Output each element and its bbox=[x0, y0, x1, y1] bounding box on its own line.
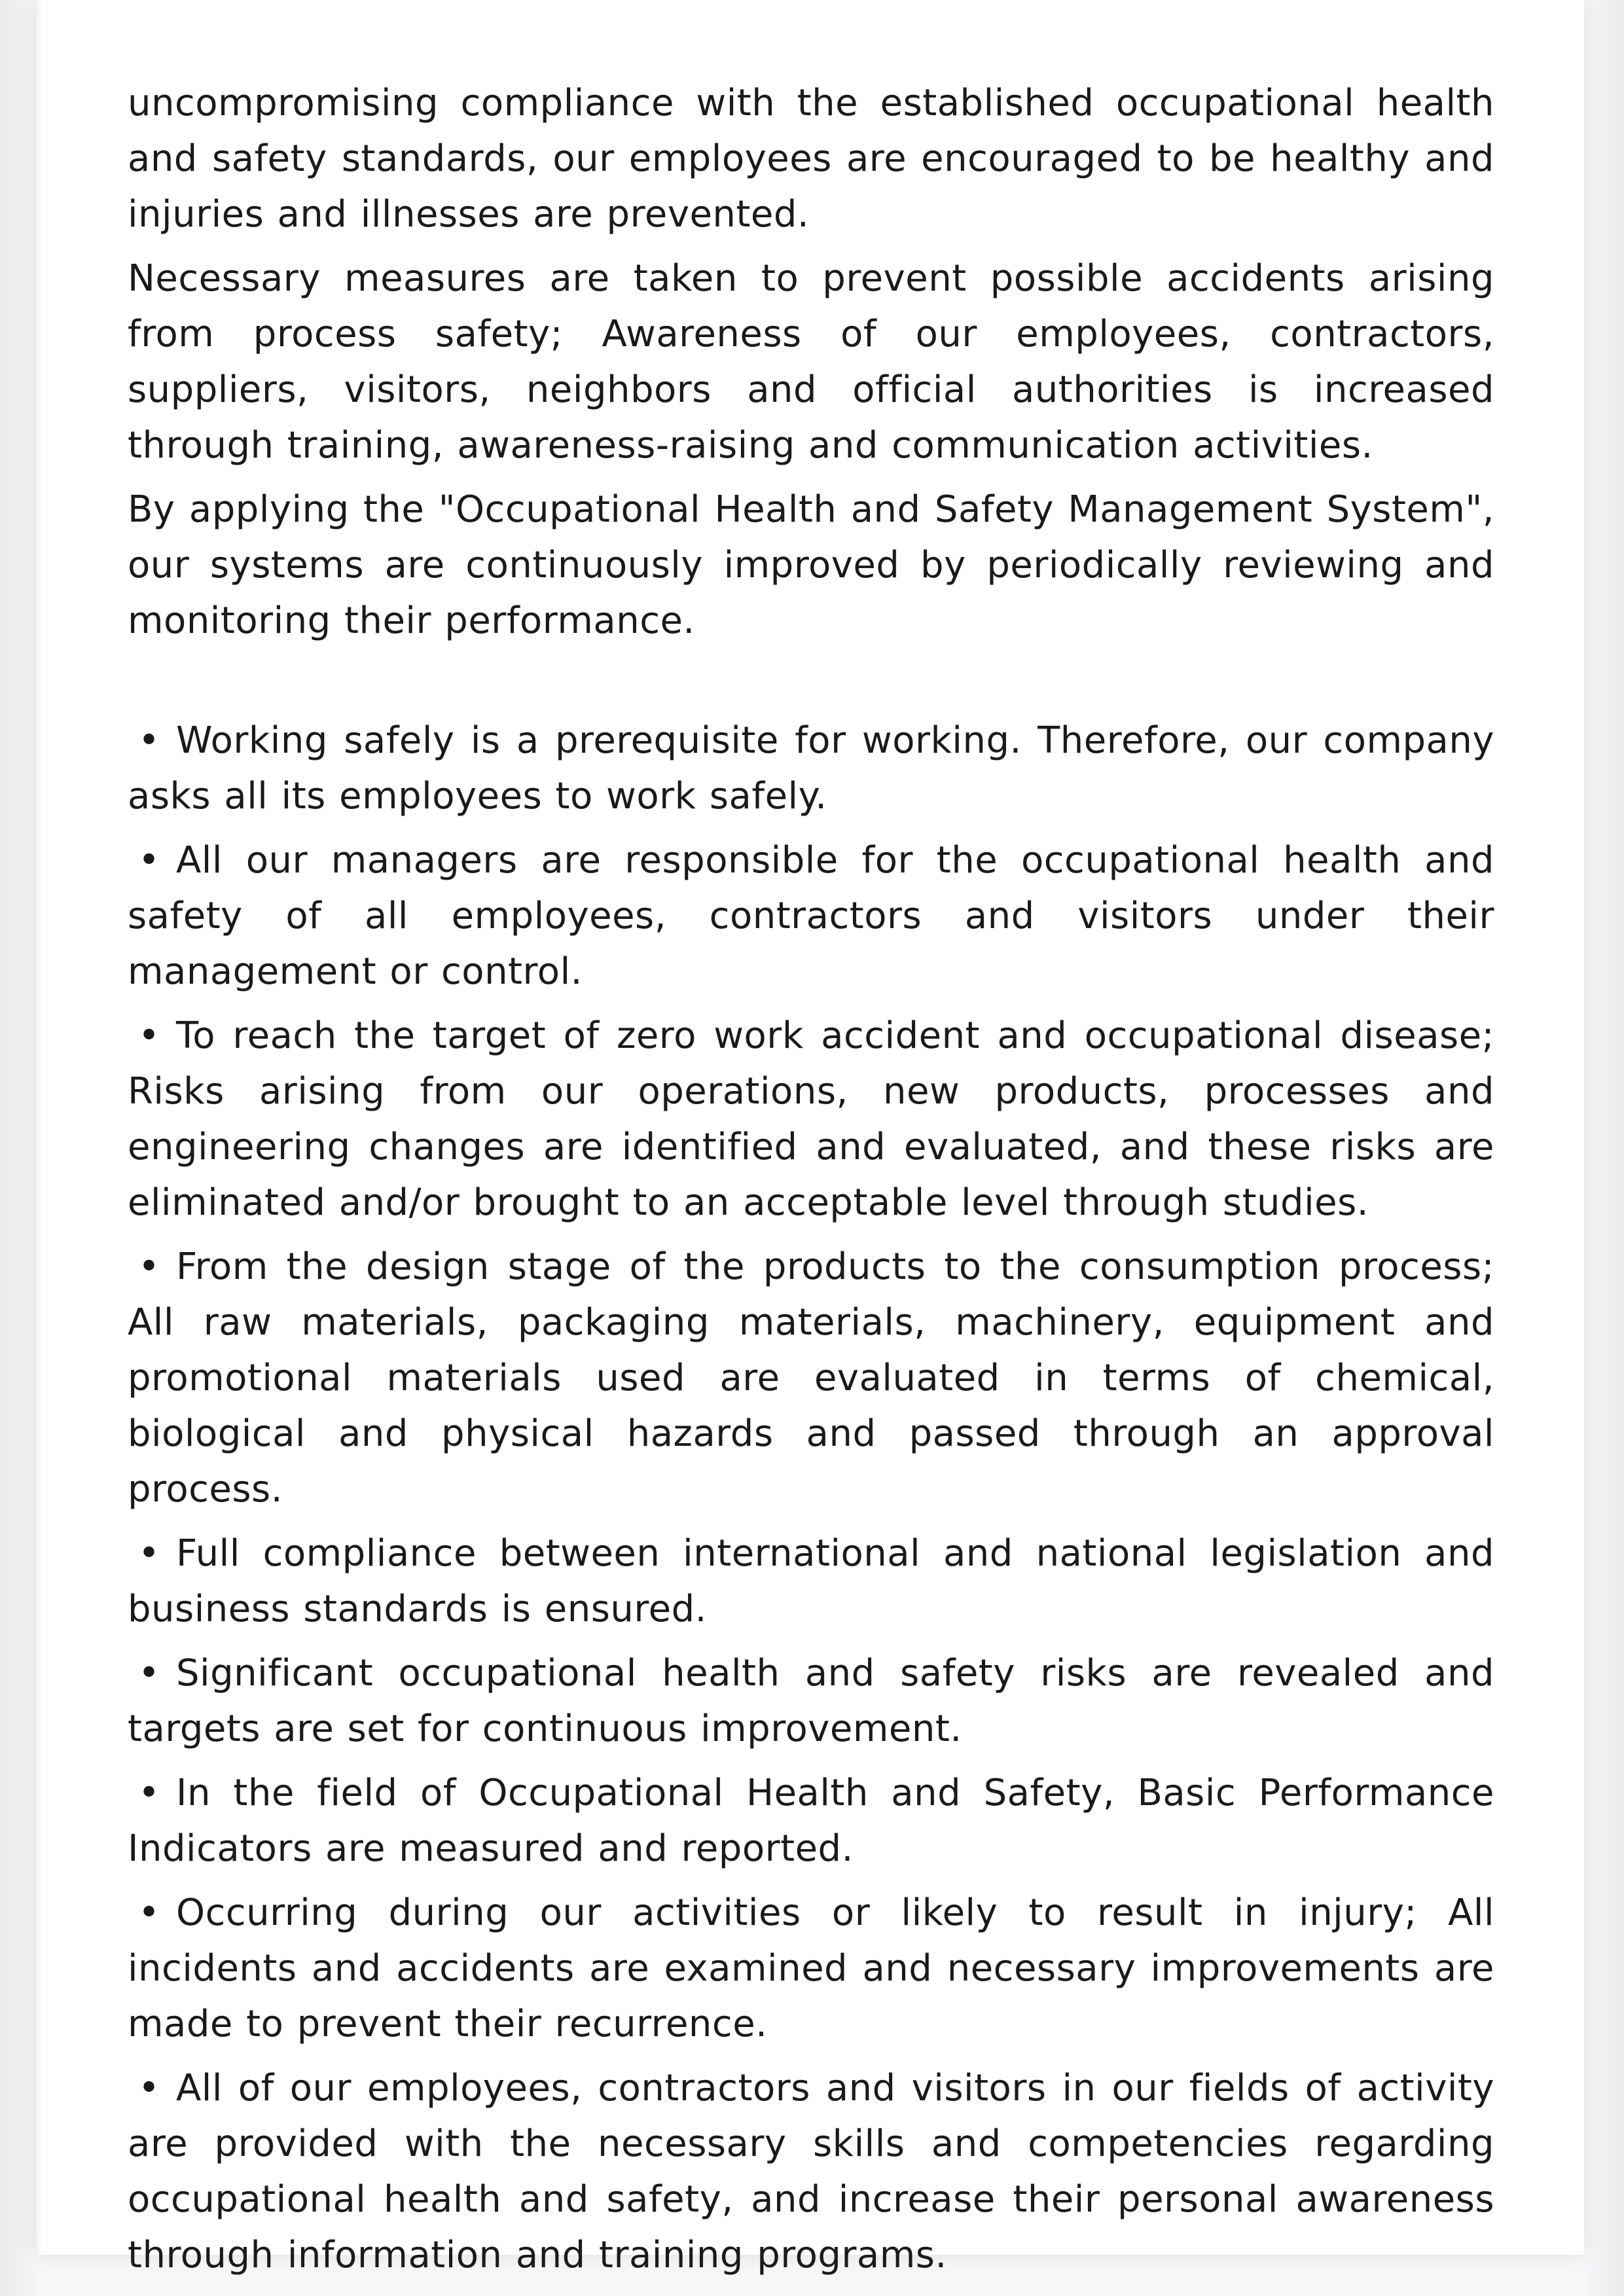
list-item-text: Occurring during our activities or likely to result in injury; All incidents and accidents are examined and necessary improvements are made to prevent their recurrence. bbox=[128, 1892, 1494, 2045]
list-item-text: Full compliance between international and national legislation and business standards is ensured. bbox=[128, 1532, 1494, 1630]
list-item bbox=[128, 1645, 1494, 1757]
list-item-text: Working safely is a prerequisite for working. Therefore, our company asks all its employees to work safely. bbox=[128, 719, 1494, 817]
list-item bbox=[128, 1526, 1494, 1637]
paragraph: Necessary measures are taken to prevent possible accidents arising from process safety; Awareness of our employees, contractors, suppliers, visitors, neighbors and official authorities is increased through training, awareness-raising and communication activities. bbox=[128, 257, 1494, 467]
bullet-icon: • bbox=[138, 1772, 160, 1814]
bullet-icon: • bbox=[138, 1892, 160, 1934]
list-item bbox=[128, 1008, 1494, 1230]
list-item-text: To reach the target of zero work accident and occupational disease; Risks arising from our operations, new products, processes and engineering changes are identified and evaluated, and these risks are eliminated and/or brought to an acceptable level through studies. bbox=[128, 1014, 1494, 1224]
bullet-icon: • bbox=[138, 839, 160, 882]
list-item-text: All our managers are responsible for the occupational health and safety of all employees, contractors and visitors under their management or control. bbox=[128, 839, 1494, 993]
list-item bbox=[128, 713, 1494, 824]
list-item bbox=[128, 833, 1494, 999]
list-item-text: From the design stage of the products to the consumption process; All raw materials, packaging materials, machinery, equipment and promotional materials used are evaluated in terms of chemical, biological and physical hazards and passed through an approval process. bbox=[128, 1246, 1494, 1511]
list-item-text: In the field of Occupational Health and Safety, Basic Performance Indicators are measured and reported. bbox=[128, 1772, 1494, 1870]
bullet-icon: • bbox=[138, 2067, 160, 2109]
list-item-text: All of our employees, contractors and visitors in our fields of activity are provided with the necessary skills and competencies regarding occupational health and safety, and increase their personal awareness through information and training programs. bbox=[128, 2067, 1494, 2276]
bullet-list bbox=[128, 713, 1494, 2283]
list-item bbox=[128, 1765, 1494, 1876]
bullet-icon: • bbox=[138, 719, 160, 762]
list-item bbox=[128, 2060, 1494, 2283]
bullet-icon: • bbox=[138, 1532, 160, 1575]
document-body bbox=[128, 75, 1494, 2291]
document-page bbox=[41, 0, 1584, 2276]
paragraph: By applying the "Occupational Health and Safety Management System", our systems are continuously improved by periodically reviewing and monitoring their performance. bbox=[128, 488, 1494, 642]
list-item bbox=[128, 1885, 1494, 2052]
list-item-text: Significant occupational health and safety risks are revealed and targets are set for continuous improvement. bbox=[128, 1652, 1494, 1750]
bullet-icon: • bbox=[138, 1246, 160, 1288]
section-gap bbox=[128, 657, 1494, 713]
paragraph: uncompromising compliance with the established occupational health and safety standards, our employees are encouraged to be healthy and injuries and illnesses are prevented. bbox=[128, 82, 1494, 236]
list-item bbox=[128, 1239, 1494, 1517]
bullet-icon: • bbox=[138, 1652, 160, 1695]
bullet-icon: • bbox=[138, 1014, 160, 1057]
